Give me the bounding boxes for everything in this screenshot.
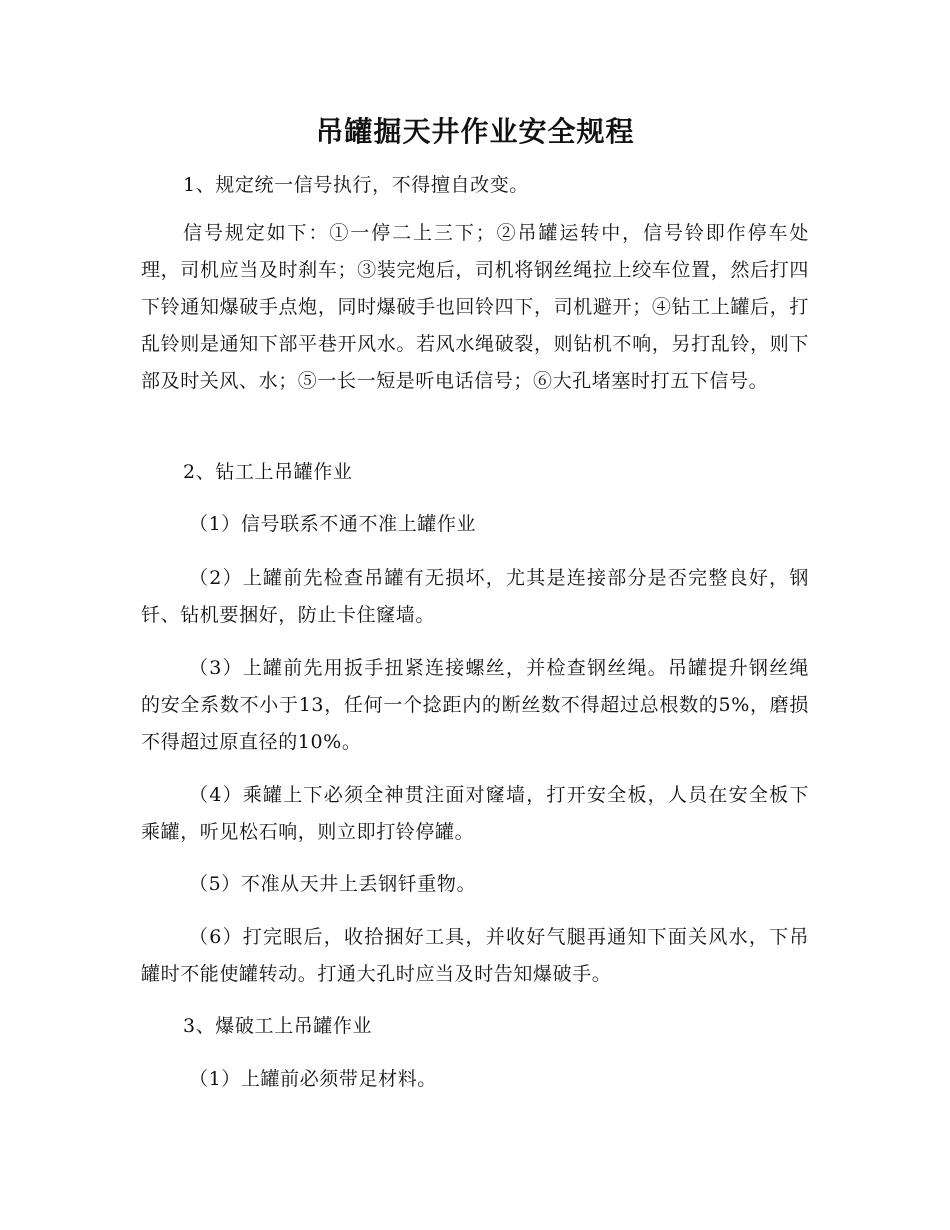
rule-3-1: （1）上罐前必须带足材料。 [189, 1068, 437, 1090]
section-2-heading: 2、钻工上吊罐作业 [183, 461, 353, 483]
rule-2-2: （2）上罐前先检查吊罐有无损坏，尤其是连接部分是否完整良好，钢钎、钻机要捆好，防止卡住窿墙。 [141, 567, 809, 626]
rule-2-3: （3）上罐前先用扳手扭紧连接螺丝，并检查钢丝绳。吊罐提升钢丝绳的安全系数不小于13，任何一个捻距内的断丝数不得超过总根数的5%，磨损不得超过原直径的10%。 [141, 657, 809, 753]
rule-2-4: （4）乘罐上下必须全神贯注面对窿墙，打开安全板，人员在安全板下乘罐，听见松石响，则立即打铃停罐。 [141, 784, 809, 843]
rule-2-5: （5）不准从天井上丢钢钎重物。 [189, 873, 477, 895]
section-3-heading: 3、爆破工上吊罐作业 [183, 1015, 373, 1037]
section-1-heading: 1、规定统一信号执行，不得擅自改变。 [183, 174, 529, 196]
document-title: 吊罐掘天井作业安全规程 [315, 115, 635, 148]
rule-2-1: （1）信号联系不通不准上罐作业 [189, 513, 477, 535]
signal-rules-paragraph: 信号规定如下：①一停二上三下；②吊罐运转中，信号铃即作停车处理，司机应当及时刹车；③装完炮后，司机将钢丝绳拉上绞车位置，然后打四下铃通知爆破手点炮，同时爆破手也回铃四下，司机避开；④钻工上罐后，打乱铃则是通知下部平巷开风水。若风水绳破裂，则钻机不响，另打乱铃，则下部及时关风、水；⑤一长一短是听电话信号；⑥大孔堵塞时打五下信号。 [141, 222, 809, 392]
rule-2-6: （6）打完眼后，收拾捆好工具，并收好气腿再通知下面关风水，下吊罐时不能使罐转动。打通大孔时应当及时告知爆破手。 [141, 926, 809, 985]
